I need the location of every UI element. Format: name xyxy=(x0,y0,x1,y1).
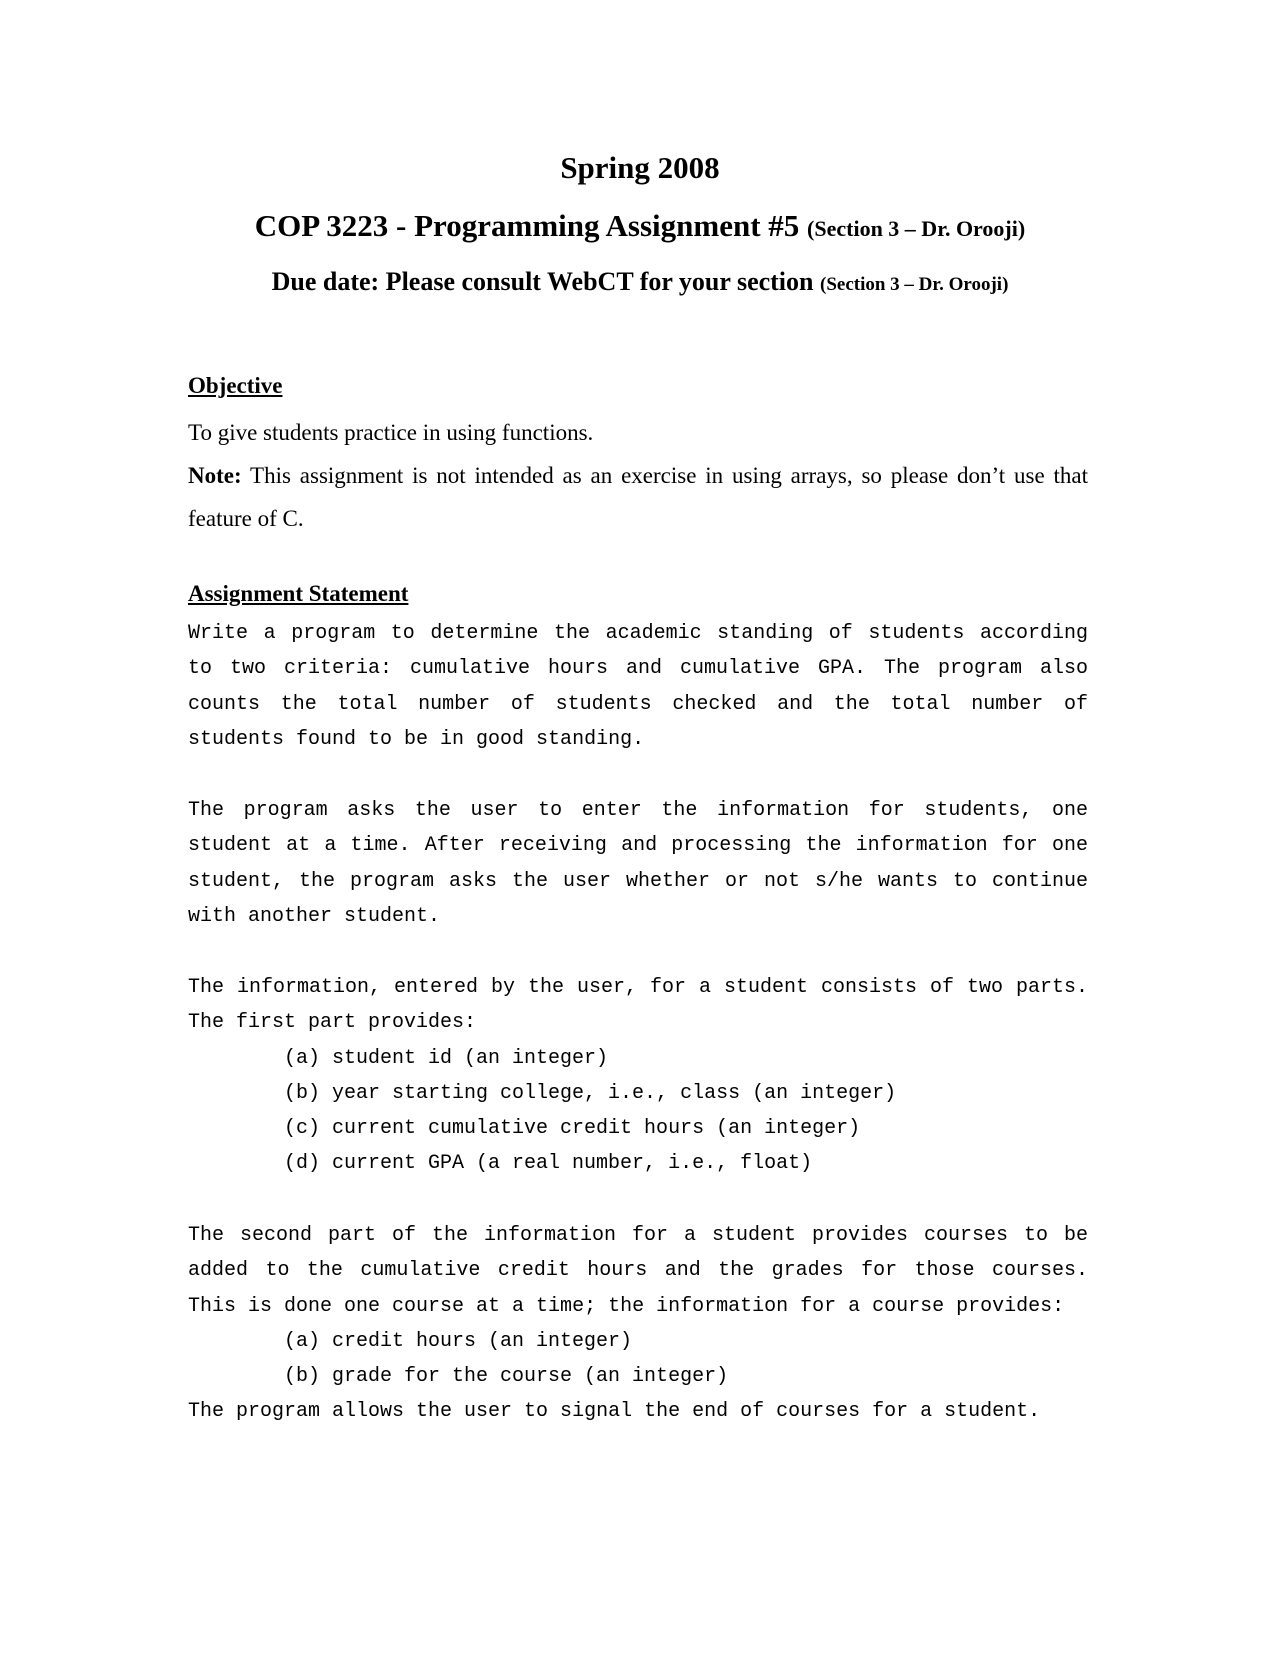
assignment-paragraph-4 xyxy=(188,1218,1088,1430)
second-part-item: (b) grade for the course (an integer) xyxy=(284,1365,729,1389)
assignment-paragraph-5: The program allows the user to signal the end of courses for a student. xyxy=(188,1400,1041,1424)
course-title-text: COP 3223 - Programming Assignment #5 xyxy=(254,208,800,243)
due-date xyxy=(0,267,1280,297)
second-part-intro: The second part of the information for a student provides courses to be added to the cumulative credit hours and the grades for those courses. This is done one course at a time; the information for a course provides: xyxy=(188,1224,1088,1318)
objective-section xyxy=(188,411,1088,540)
note-text: This assignment is not intended as an exercise in using arrays, so please don’t use that feature of C. xyxy=(188,463,1088,531)
objective-note xyxy=(188,454,1088,540)
term-title: Spring 2008 xyxy=(560,150,720,185)
first-part-item: (c) current cumulative credit hours (an integer) xyxy=(284,1117,861,1141)
objective-text: To give students practice in using functions. xyxy=(188,420,594,445)
assignment-paragraph-2: The program asks the user to enter the information for students, one student at a time. After receiving and processing the information for one student, the program asks the user whether or not s/he wants to continue with another student. xyxy=(188,799,1088,928)
assignment-heading: Assignment Statement xyxy=(188,581,409,606)
assignment-paragraph-3 xyxy=(188,970,1088,1182)
first-part-item: (a) student id (an integer) xyxy=(284,1046,609,1070)
first-part-item: (d) current GPA (a real number, i.e., float) xyxy=(284,1152,813,1176)
due-section: (Section 3 – Dr. Orooji) xyxy=(820,274,1009,295)
course-section: (Section 3 – Dr. Orooji) xyxy=(807,216,1026,241)
second-part-item: (a) credit hours (an integer) xyxy=(284,1329,633,1353)
note-label: Note: xyxy=(188,463,242,488)
first-part-item: (b) year starting college, i.e., class (an integer) xyxy=(284,1081,897,1105)
course-title xyxy=(0,208,1280,244)
due-date-text: Due date: Please consult WebCT for your section xyxy=(271,267,814,296)
objective-heading: Objective xyxy=(188,373,283,398)
assignment-paragraph-1: Write a program to determine the academic standing of students according to two criteria: cumulative hours and cumulative GPA. The program also counts the total number of students checked and the total number of students found to be in good standing. xyxy=(188,622,1088,751)
first-part-intro: The information, entered by the user, for a student consists of two parts. The first part provides: xyxy=(188,976,1088,1035)
